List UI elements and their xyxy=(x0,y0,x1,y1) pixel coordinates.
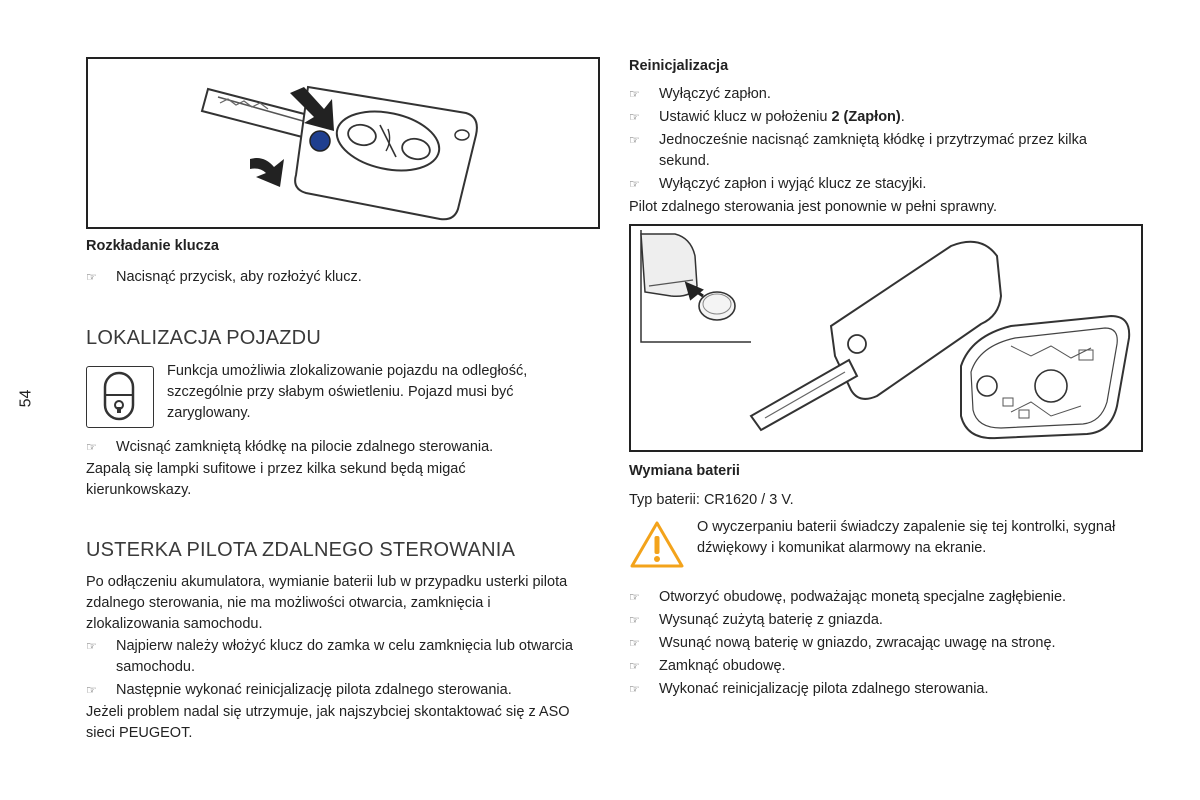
bullet-icon: ☞ xyxy=(629,110,640,124)
battery-bullet xyxy=(629,679,1139,700)
battery-bullet xyxy=(629,587,1139,608)
bullet-text: Wsunąć nową baterię w gniazdo, zwracając uwagę na stronę. xyxy=(659,635,1056,651)
section2-para1: Po odłączeniu akumulatora, wymianie baterii lub w przypadku usterki pilota zdalnego sterowania, nie ma możliwości otwarcia, zamknięcia i zlokalizowania samochodu. xyxy=(86,574,568,632)
bullet-icon: ☞ xyxy=(629,659,640,673)
bullet-text: Wysunąć zużytą baterię z gniazda. xyxy=(659,612,883,628)
battery-bullet xyxy=(629,656,1139,677)
key-unfold-drawing xyxy=(88,59,598,227)
bullet-text: Wyłączyć zapłon. xyxy=(659,86,771,102)
section1-bullet xyxy=(86,437,586,458)
battery-bullet xyxy=(629,610,1139,631)
bullet-text: Wykonać reinicjalizację pilota zdalnego sterowania. xyxy=(659,681,989,697)
battery-bullet xyxy=(629,633,1139,654)
section1-para: Zapalą się lampki sufitowe i przez kilka sekund będą migać kierunkowskazy. xyxy=(86,461,466,498)
lock-icon xyxy=(86,366,154,428)
bullet-text: Zamknąć obudowę. xyxy=(659,658,786,674)
bullet-text: Nacisnąć przycisk, aby rozłożyć klucz. xyxy=(116,269,362,285)
bullet-text: Następnie wykonać reinicjalizację pilota zdalnego sterowania. xyxy=(116,682,512,698)
bullet-icon: ☞ xyxy=(86,639,97,653)
battery-drawing xyxy=(631,226,1141,450)
bullet-text: Jednocześnie nacisnąć zamkniętą kłódkę i przytrzymać przez kilka sekund. xyxy=(659,132,1087,169)
reinit-bullet2 xyxy=(629,107,1139,128)
section2-bullet2 xyxy=(86,680,586,701)
warning-triangle-icon xyxy=(629,520,685,577)
battery-title: Wymiana baterii xyxy=(629,463,740,479)
bullet-icon: ☞ xyxy=(629,636,640,650)
reinit-para: Pilot zdalnego sterowania jest ponownie w pełni sprawny. xyxy=(629,199,998,215)
battery-replacement-illustration xyxy=(629,224,1143,452)
bullet-text: Otworzyć obudowę, podważając monetą specjalne zagłębienie. xyxy=(659,589,1067,605)
bullet-icon: ☞ xyxy=(629,590,640,604)
fig1-label: Rozkładanie klucza xyxy=(86,238,219,254)
bullet-text: Najpierw należy włożyć klucz do zamka w celu zamknięcia lub otwarcia samochodu. xyxy=(116,638,573,675)
bullet-icon: ☞ xyxy=(86,440,97,454)
bullet-icon: ☞ xyxy=(629,177,640,191)
battery-type: Typ baterii: CR1620 / 3 V. xyxy=(629,492,794,508)
bullet-text-bold: 2 (Zapłon) xyxy=(831,109,901,125)
bullet-text-post: . xyxy=(900,109,905,125)
section2-para2: Jeżeli problem nadal się utrzymuje, jak najszybciej skontaktować się z ASO sieci PEUGEOT. xyxy=(86,704,570,741)
bullet-text-pre: Ustawić klucz w położeniu xyxy=(659,109,832,125)
reinit-bullet4 xyxy=(629,174,1139,195)
reinit-bullet3 xyxy=(629,130,1139,172)
bullet-icon: ☞ xyxy=(629,133,640,147)
reinit-bullet1 xyxy=(629,84,1139,105)
bullet-icon: ☞ xyxy=(86,683,97,697)
reinit-title: Reinicjalizacja xyxy=(629,58,729,74)
section-title-lokalizacja: LOKALIZACJA POJAZDU xyxy=(86,327,321,349)
bullet-icon: ☞ xyxy=(629,87,640,101)
section-title-usterka: USTERKA PILOTA ZDALNEGO STEROWANIA xyxy=(86,539,516,561)
fig1-bullet xyxy=(86,267,586,288)
bullet-text: Wcisnąć zamkniętą kłódkę na pilocie zdalnego sterowania. xyxy=(116,439,494,455)
bullet-text: Wyłączyć zapłon i wyjąć klucz ze stacyjki. xyxy=(659,176,927,192)
battery-warning-text: O wyczerpaniu baterii świadczy zapalenie się tej kontrolki, sygnał dźwiękowy i komunikat alarmowy na ekranie. xyxy=(697,519,1116,556)
section1-icon-text: Funkcja umożliwia zlokalizowanie pojazdu na odległość, szczególnie przy słabym oświetleniu. Pojazd musi być zaryglowany. xyxy=(167,363,528,421)
bullet-icon: ☞ xyxy=(86,270,97,284)
key-unfold-illustration xyxy=(86,57,600,229)
section2-bullet1 xyxy=(86,636,586,678)
bullet-icon: ☞ xyxy=(629,613,640,627)
bullet-icon: ☞ xyxy=(629,682,640,696)
page-number: 54 xyxy=(17,389,35,408)
